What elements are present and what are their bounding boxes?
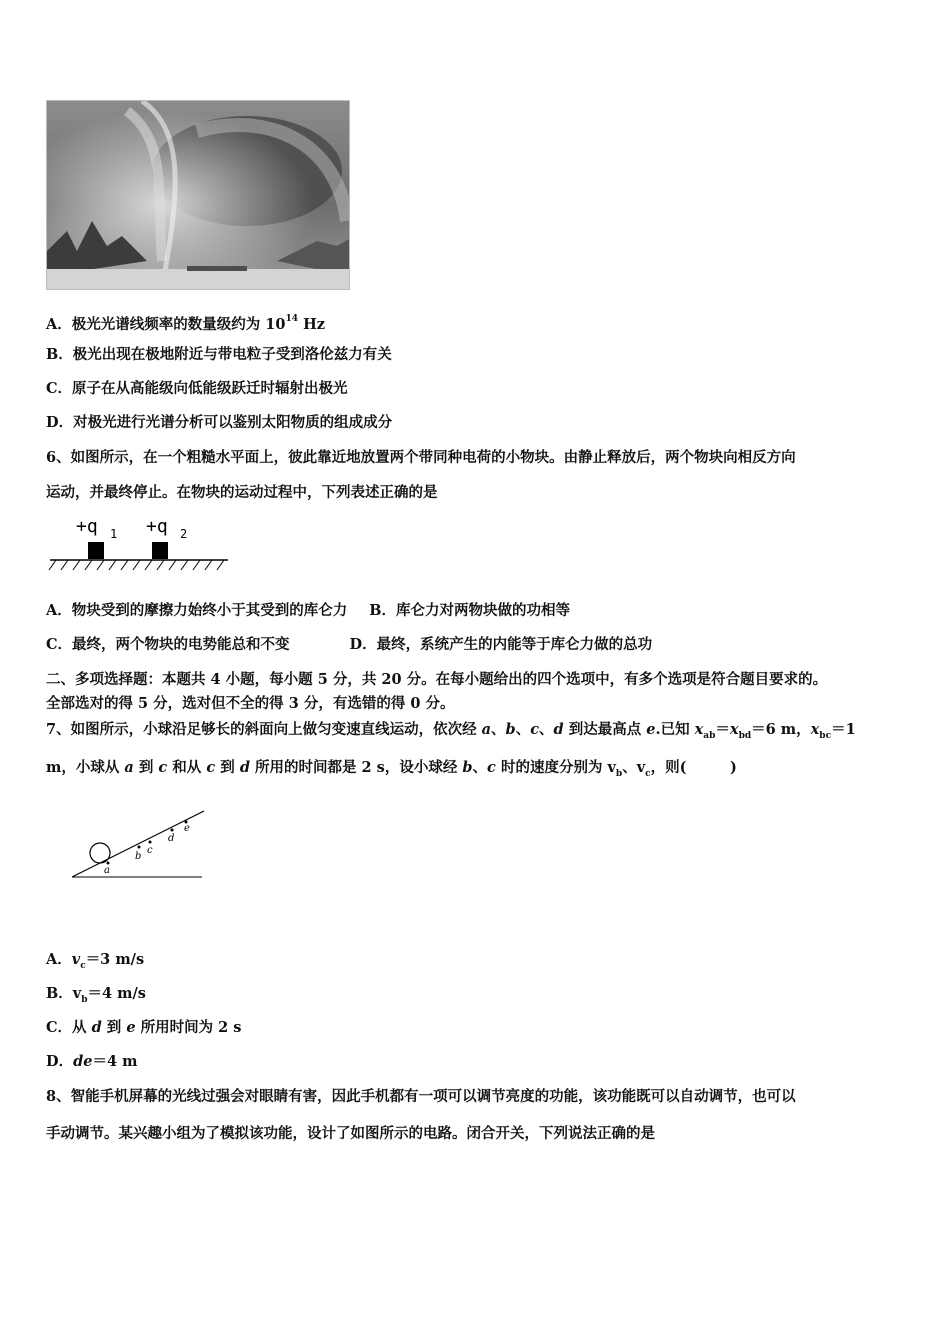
q7-l2-b: b — [462, 759, 473, 776]
charges-diagram — [46, 512, 246, 580]
ball — [90, 843, 110, 863]
q8-stem-line1: 8、智能手机屏幕的光线过强会对眼睛有害，因此手机都有一项可以调节亮度的功能，该功能既可以自动调节，也可以 — [46, 1088, 796, 1105]
q7-l2-c: c — [158, 759, 168, 776]
q7-l2-1: m，小球从 — [46, 759, 125, 776]
q7-opt-c-1: C．从 — [46, 1019, 92, 1036]
q7-l2-2: 到 — [133, 759, 159, 776]
q7-option-b — [46, 984, 146, 1010]
q7-opt-a-v: v — [71, 951, 81, 968]
q7-l2-d: d — [239, 759, 250, 776]
q6-option-a: A．物块受到的摩擦力始终小于其受到的库仑力 — [46, 602, 348, 619]
q5-option-a — [46, 311, 325, 335]
label-c: c — [147, 845, 153, 856]
point-c-dot — [149, 841, 152, 844]
q7-xbc-sub: bc — [819, 730, 832, 741]
q7-stem-line2 — [46, 758, 737, 784]
q7-l2-7: 时的速度分别为 v — [495, 759, 616, 776]
q7-l2-6: 、 — [472, 759, 488, 776]
q7-vc-sub: c — [645, 768, 651, 779]
q7-sep1: 、 — [491, 721, 506, 738]
q7-l2-c3: c — [487, 759, 496, 776]
q7-opt-a-value: ＝3 m/s — [85, 951, 145, 968]
q7-opt-c-e: e — [126, 1019, 136, 1036]
q7-opt-a-sub: c — [80, 960, 86, 971]
incline-line — [72, 811, 204, 877]
q7-var-a: a — [481, 721, 492, 738]
q7-t5: ＝6 m， — [751, 721, 811, 738]
q7-opt-a-prefix: A． — [46, 951, 72, 968]
q6-options-row2 — [46, 635, 652, 655]
q7-l2-a: a — [124, 759, 134, 776]
label-q1-sub: 1 — [110, 527, 118, 541]
q6-option-d: D．最终，系统产生的内能等于库仑力做的总功 — [349, 636, 653, 653]
q7-l2-3: 和从 — [167, 759, 207, 776]
q7-t2: 到达最高点 — [563, 721, 647, 738]
q7-t3: .已知 — [655, 721, 695, 738]
q7-xbc: x — [810, 721, 820, 738]
q7-xbd: x — [729, 721, 739, 738]
q7-opt-c-2: 到 — [101, 1019, 127, 1036]
q7-opt-d-1: D． — [46, 1053, 74, 1070]
q7-sep2: 、 — [515, 721, 531, 738]
q7-t4: ＝ — [715, 721, 730, 738]
label-q2-sub: 2 — [180, 527, 188, 541]
q7-opt-b-prefix: B．v — [46, 985, 82, 1002]
q7-vb-sub: b — [615, 768, 623, 779]
label-b: b — [135, 851, 142, 862]
ground-hatching — [49, 560, 224, 570]
q7-l2-5: 所用的时间都是 2 s，设小球经 — [249, 759, 463, 776]
point-b-dot — [138, 846, 141, 849]
q7-opt-c-d: d — [91, 1019, 102, 1036]
q5-option-a-unit: Hz — [298, 315, 325, 333]
q5-option-b: B．极光出现在极地附近与带电粒子受到洛伦兹力有关 — [46, 346, 392, 363]
q7-t1: 7、如图所示，小球沿足够长的斜面向上做匀变速直线运动，依次经 — [46, 721, 482, 738]
q7-opt-b-sub: b — [81, 994, 88, 1005]
q7-xab-sub: ab — [703, 730, 716, 741]
q7-l2-c2: c — [206, 759, 216, 776]
block-1 — [88, 542, 104, 559]
q7-xbd-sub: bd — [738, 730, 752, 741]
q5-option-a-text: A．极光光谱线频率的数量级约为 10 — [46, 315, 286, 333]
label-q1: +q — [76, 516, 98, 537]
q8-stem-line2: 手动调节。某兴趣小组为了模拟该功能，设计了如图所示的电路。闭合开关，下列说法正确的是 — [46, 1125, 655, 1142]
q6-stem-line1: 6、如图所示，在一个粗糙水平面上，彼此靠近地放置两个带同种电荷的小物块。由静止释放后，两个物块向相反方向 — [46, 449, 796, 466]
q7-option-d — [46, 1052, 137, 1072]
block-2 — [152, 542, 168, 559]
q7-var-d: d — [553, 721, 564, 738]
q7-option-c — [46, 1018, 241, 1038]
q7-opt-b-value: ＝4 m/s — [87, 985, 146, 1002]
incline-diagram — [68, 806, 208, 884]
point-d-dot — [171, 829, 174, 832]
q7-var-e: e — [646, 721, 656, 738]
label-d: d — [168, 833, 175, 844]
q5-option-c: C．原子在从高能级向低能级跃迁时辐射出极光 — [46, 380, 348, 397]
q7-stem-line1 — [46, 720, 856, 746]
aurora-photo — [46, 100, 350, 290]
q7-var-b: b — [505, 721, 516, 738]
q7-sep3: 、 — [539, 721, 554, 738]
q6-option-c: C．最终，两个物块的电势能总和不变 — [46, 636, 290, 653]
section2-heading-line1: 二、多项选择题：本题共 4 小题，每小题 5 分，共 20 分。在每小题给出的四个选项中，有多个选项是符合题目要求的。 — [46, 671, 828, 688]
q7-l2-9: ，则( ) — [650, 759, 737, 776]
q7-opt-c-3: 所用时间为 2 s — [135, 1019, 242, 1036]
q7-option-a — [46, 950, 144, 976]
q7-var-c: c — [530, 721, 540, 738]
q7-opt-d-de: de — [73, 1053, 93, 1070]
q7-xab: x — [694, 721, 704, 738]
q7-l2-8: 、v — [622, 759, 646, 776]
label-q2: +q — [146, 516, 168, 537]
label-e: e — [184, 823, 190, 834]
label-a: a — [104, 865, 110, 876]
q6-option-b: B．库仑力对两物块做的功相等 — [369, 602, 571, 619]
q6-stem-line2: 运动，并最终停止。在物块的运动过程中，下列表述正确的是 — [46, 484, 438, 501]
q6-options-row1 — [46, 601, 570, 621]
q7-t6: ＝1 — [831, 721, 856, 738]
section2-heading-line2: 全部选对的得 5 分，选对但不全的得 3 分，有选错的得 0 分。 — [46, 695, 455, 712]
q7-opt-d-2: ＝4 m — [92, 1053, 138, 1070]
q5-option-d: D．对极光进行光谱分析可以鉴别太阳物质的组成成分 — [46, 414, 393, 431]
q5-option-a-exponent: 14 — [285, 314, 299, 324]
q7-l2-4: 到 — [215, 759, 240, 776]
